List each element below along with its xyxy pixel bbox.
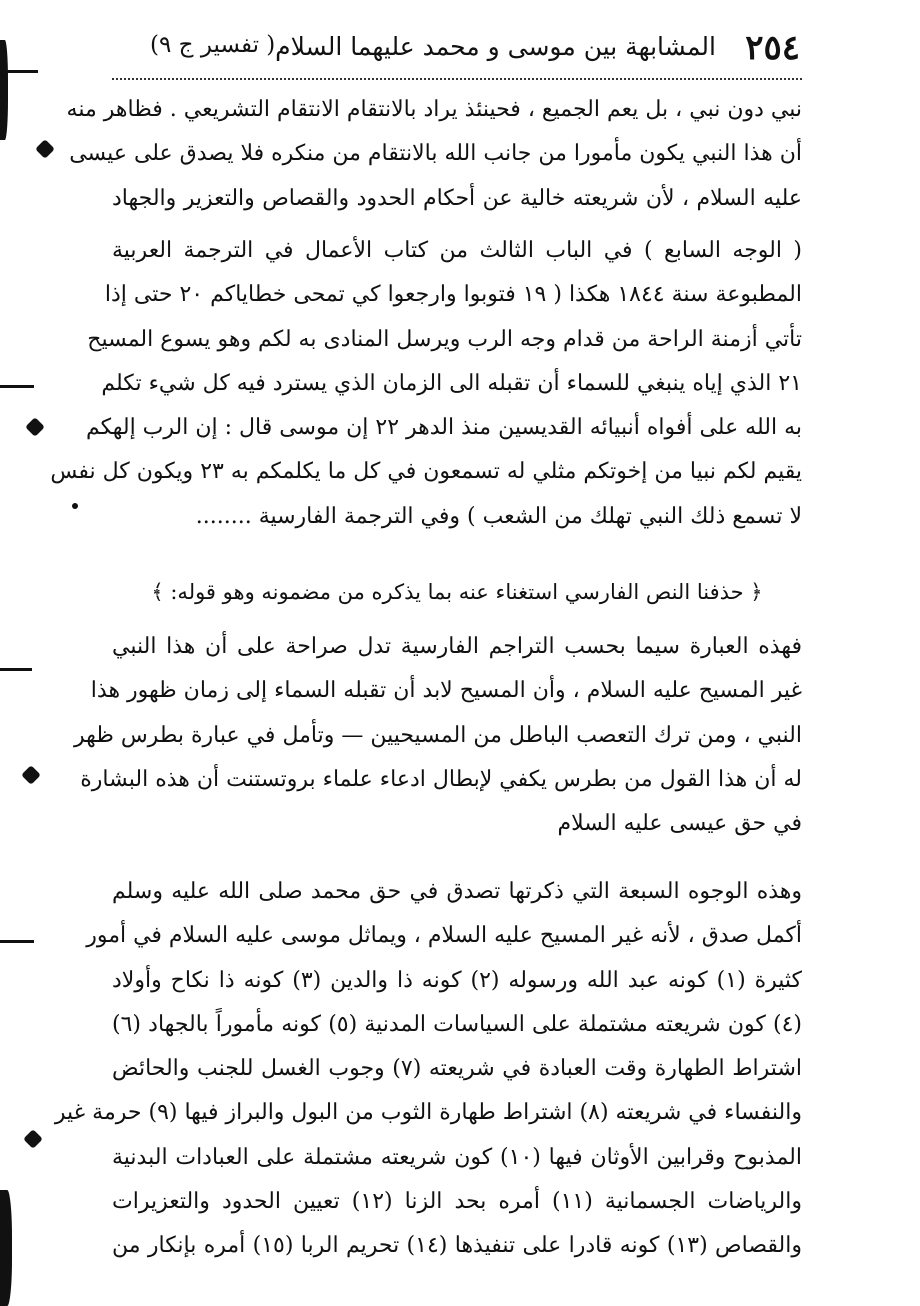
text-line: كثيرة (١) كونه عبد الله ورسوله (٢) كونه ذا والدين (٣) كونه ذا نكاح وأولاد <box>112 967 802 993</box>
text-line: ( الوجه السابع ) في الباب الثالث من كتاب الأعمال في الترجمة العربية <box>112 238 802 263</box>
paragraph-3 <box>74 625 802 846</box>
page-header <box>150 22 800 72</box>
text-line: تأتي أزمنة الراحة من قدام وجه الرب ويرسل المنادى به لكم وهو يسوع المسيح <box>87 326 802 352</box>
text-line: نبي دون نبي ، بل يعم الجميع ، فحينئذ يراد بالانتقام الانتقام التشريعي . فظاهر منه <box>66 97 802 122</box>
text-line: لا تسمع ذلك النبي تهلك من الشعب ) وفي الترجمة الفارسية ........ <box>195 503 802 529</box>
text-line: وهذه الوجوه السبعة التي ذكرتها تصدق في حق محمد صلى الله عليه وسلم <box>112 879 802 904</box>
text-line: اشتراط الطهارة وقت العبادة في شريعته (٧) وجوب الغسل للجنب والحائض <box>112 1056 802 1082</box>
scan-speck <box>35 139 55 159</box>
text-line: المطبوعة سنة ١٨٤٤ هكذا ( ١٩ فتوبوا وارجعوا كي تمحى خطاياكم ٢٠ حتى إذا <box>104 282 802 308</box>
text-line: والنفساء في شريعته (٨) اشتراط طهارة الثوب من البول والبراز فيها (٩) حرمة غير <box>54 1100 802 1126</box>
volume-label: ( تفسير ج ٩) <box>150 32 276 58</box>
scan-edge-mark <box>0 940 34 943</box>
text-line: والرياضات الجسمانية (١١) أمره بحد الزنا (١٢) تعيين الحدود والتعزيرات <box>112 1189 802 1215</box>
scan-edge-mark <box>0 70 38 73</box>
text-line: له أن هذا القول من بطرس يكفي لإبطال ادعاء علماء بروتستنت أن هذه البشارة <box>80 766 802 792</box>
text-line: يقيم لكم نبيا من إخوتكم مثلي له تسمعون في كل ما يكلمكم به ٢٣ ويكون كل نفس <box>50 459 802 485</box>
note-line: ﴿ حذفنا النص الفارسي استغناء عنه بما يذكره من مضمونه وهو قوله: ﴾ <box>151 580 763 604</box>
text-line: فهذه العبارة سيما بحسب التراجم الفارسية تدل صراحة على أن هذا النبي <box>112 634 802 659</box>
scan-edge-mark <box>0 668 32 671</box>
text-line: به الله على أفواه أنبيائه القديسين منذ الدهر ٢٢ إن موسى قال : إن الرب إلهكم <box>85 415 802 441</box>
scan-speck <box>21 765 41 785</box>
page-number: ٢٥٤ <box>745 28 800 68</box>
scan-edge-mark <box>0 40 8 140</box>
scan-speck <box>72 503 78 509</box>
text-line: والقصاص (١٣) كونه قادرا على تنفيذها (١٤) تحريم الربا (١٥) أمره بإنكار من <box>112 1233 802 1259</box>
text-line: النبي ، ومن ترك التعصب الباطل من المسيحيين — وتأمل في عبارة بطرس ظهر <box>74 722 802 748</box>
scan-speck <box>25 417 45 437</box>
scan-edge-mark <box>0 385 34 388</box>
text-line: (٤) كون شريعته مشتملة على السياسات المدنية (٥) كونه مأموراً بالجهاد (٦) <box>112 1011 803 1037</box>
text-line: عليه السلام ، لأن شريعته خالية عن أحكام الحدود والقصاص والتعزير والجهاد <box>112 185 802 211</box>
paragraph-4 <box>54 870 803 1269</box>
scan-speck <box>23 1129 43 1149</box>
text-line: أن هذا النبي يكون مأمورا من جانب الله بالانتقام من منكره فلا يصدق على عيسى <box>69 141 802 167</box>
text-line: في حق عيسى عليه السلام <box>557 811 802 837</box>
scan-edge-mark <box>0 1190 12 1306</box>
text-line: المذبوح وقرابين الأوثان فيها (١٠) كون شريعته مشتملة على العبادات البدنية <box>112 1144 802 1170</box>
text-line: غير المسيح عليه السلام ، وأن المسيح لابد أن تقبله السماء إلى زمان ظهور هذا <box>90 678 802 704</box>
running-title: المشابهة بين موسى و محمد عليهما السلام <box>275 32 716 61</box>
text-line: أكمل صدق ، لأنه غير المسيح عليه السلام ، ويماثل موسى عليه السلام في أمور <box>86 923 802 949</box>
header-divider <box>112 78 802 80</box>
editor-note <box>112 570 802 614</box>
text-line: ٢١ الذي إياه ينبغي للسماء أن تقبله الى الزمان الذي يسترد فيه كل شيء تكلم <box>101 370 802 396</box>
paragraph-2 <box>50 229 802 539</box>
paragraph-1 <box>66 88 802 221</box>
